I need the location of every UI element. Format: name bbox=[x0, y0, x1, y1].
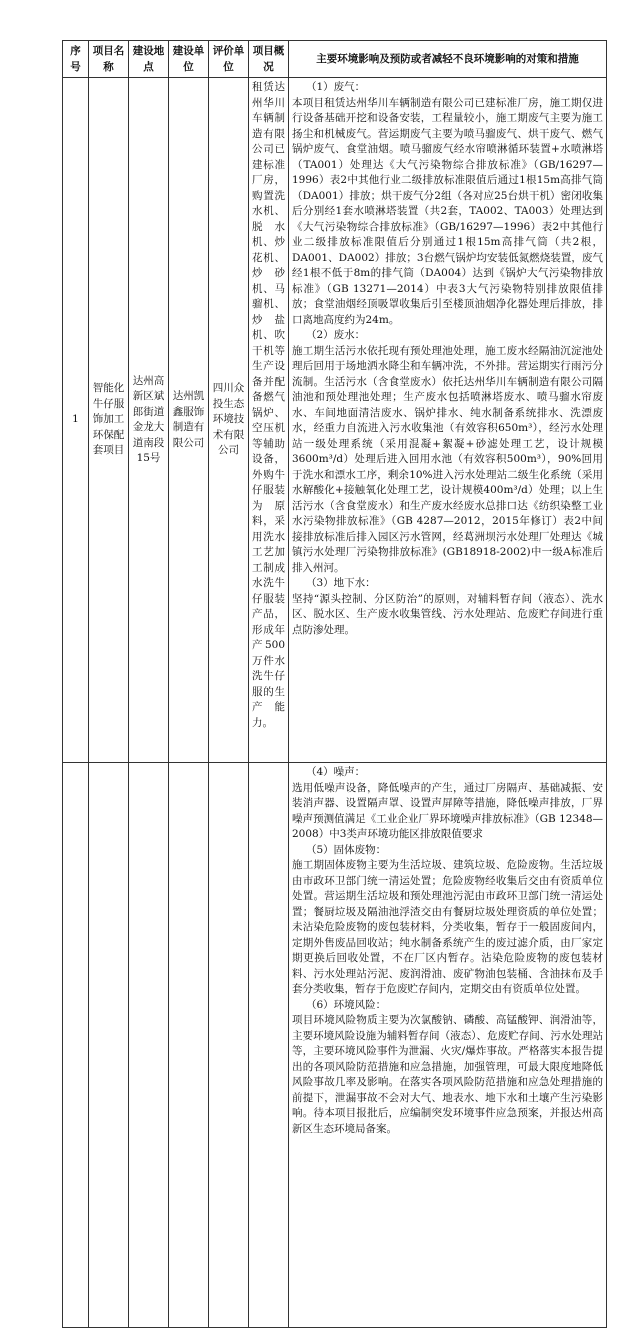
table-row bbox=[63, 78, 607, 763]
cell-empty bbox=[209, 763, 249, 1328]
header-measures: 主要环境影响及预防或者减轻不良环境影响的对策和措施 bbox=[289, 41, 607, 78]
cell-empty bbox=[63, 763, 89, 1328]
header-evaluator: 评价单位 bbox=[209, 41, 249, 78]
measure-text: 本项目租赁达州华川车辆制造有限公司已建标准厂房，施工期仅进行设备基础开挖和设备安装，工程量较小，施工期废气主要为施工扬尘和机械废气。营运期废气主要为喷马骝废气、烘干废气、燃气锅炉废气、食堂油烟。喷马骝废气经水帘喷淋循环装置+水喷淋塔（TA001）处理达《大气污染物综合排放标准》（GB/16297—1996）表2中其他行业二级排放标准限值后通过1根15m高排气筒（DA001）排放；烘干废气分2组（各对应25台烘干机）密闭收集后分别经1套水喷淋塔装置（共2套，TA002、TA003）处理达到《大气污染物综合排放标准》（GB/16297—1996）表2中其他行业二级排放标准限值后分别通过1根15m高排气筒（共2根，DA001、DA002）排放；3台燃气锅炉均安装低氮燃烧装置，废气经1根不低于8m的排气筒（DA004）达到《锅炉大气污染物排放标准》（GB 13271—2014）中表3大气污染物特别排放限值排放；食堂油烟经顶吸罩收集后引至楼顶油烟净化器处理后排放，排口离地高度约为24m。 bbox=[292, 96, 603, 326]
measure-heading: （4）噪声： bbox=[306, 766, 366, 778]
header-project-name: 项目名称 bbox=[89, 41, 129, 78]
cell-measures-part2 bbox=[289, 763, 607, 1328]
header-builder: 建设单位 bbox=[169, 41, 209, 78]
table-row bbox=[63, 763, 607, 1328]
cell-location: 达州高新区斌郎街道金龙大道南段15号 bbox=[129, 78, 169, 763]
measure-heading: （6）环境风险： bbox=[306, 998, 387, 1011]
cell-empty bbox=[169, 763, 209, 1328]
measure-text: 施工期生活污水依托现有预处理池处理，施工废水经隔油沉淀池处理后回用于场地洒水降尘和车辆冲洗，不外排。营运期实行雨污分流制。生活污水（含食堂废水）依托达州华川车辆制造有限公司隔油池和预处理池处理；生产废水包括喷淋塔废水、喷马骝水帘废水、车间地面清洁废水、锅炉排水、纯水制备系统排水、洗漂废水，经重力自流进入污水收集池（有效容积650m³），经污水处理站一级处理系统（采用混凝+絮凝+砂滤处理工艺，设计规模3600m³/d）处理后进入回用水池（有效容积500m³），90%回用于洗水和漂水工序，剩余10%进入污水处理站二级生化系统（采用水解酸化+接触氧化处理工艺，设计规模400m³/d）处理；以上生活污水（含食堂废水）和生产废水经废水总排口达《纺织染整工业水污染物排放标准》（GB 4287—2012，2015年修订）表2中间接排放标准后排入园区污水管网，经葛洲坝污水处理厂处理达《城镇污水处理厂污染物排放标准》(GB18918-2002)中一级A标准后排入州河。 bbox=[292, 344, 603, 574]
table-header-row bbox=[63, 41, 607, 78]
measure-heading: （2）废水： bbox=[306, 329, 366, 341]
header-seq: 序号 bbox=[63, 41, 89, 78]
measure-text: 选用低噪声设备，降低噪声的产生，通过厂房隔声、基础减振、安装消声器、设置隔声罩、设置声屏障等措施，降低噪声排放，厂界噪声预测值满足《工业企业厂界环境噪声排放标准》（GB 12348—2008）中3类声环境功能区排放限值要求 bbox=[292, 781, 603, 840]
environment-impact-table bbox=[62, 40, 607, 1328]
measure-text: 坚持“源头控制、分区防治”的原则，对辅料暂存间（液态）、洗水区、脱水区、生产废水收集管线、污水处理站、危废贮存间进行重点防渗处理。 bbox=[292, 592, 603, 636]
measures-list bbox=[292, 80, 603, 638]
cell-evaluator: 四川众投生态环境技术有限公司 bbox=[209, 78, 249, 763]
measure-text: 项目环境风险物质主要为次氯酸钠、磷酸、高锰酸钾、润滑油等，主要环境风险设施为辅料暂存间（液态）、危废贮存间、污水处理站等，主要环境风险事件为泄漏、火灾/爆炸事故。严格落实本报告提出的各项风险防范措施和应急措施，加强管理，可最大限度地降低风险事故几率及影响。在落实各项风险防范措施和应急处理措施的前提下，泄漏事故不会对大气、地表水、地下水和土壤产生污染影响。待本项目报批后，应编制突发环境事件应急预案，并报达州高新区生态环境局备案。 bbox=[292, 1014, 603, 1135]
measures-list bbox=[292, 765, 603, 1137]
cell-seq: 1 bbox=[63, 78, 89, 763]
measure-text: 施工期固体废物主要为生活垃圾、建筑垃圾、危险废物。生活垃圾由市政环卫部门统一清运处置；危险废物经收集后交由有资质单位处置。营运期生活垃圾和预处理池污泥由市政环卫部门统一清运处置；餐厨垃圾及隔油池浮渣交由有餐厨垃圾处理资质的单位处置；未沾染危险废物的废包装材料，分类收集，暂存于一般固废间内，定期外售废品回收站；纯水制备系统产生的废过滤介质，由厂家定期更换后回收处置，不在厂区内暂存。沾染危险废物的废包装材料、污水处理站污泥、废润滑油、废矿物油包装桶、含油抹布及手套分类收集，暂存于危废贮存间内，定期交由有资质单位处置。 bbox=[292, 859, 603, 995]
measure-heading: （3）地下水： bbox=[306, 577, 376, 589]
header-overview: 项目概况 bbox=[249, 41, 289, 78]
cell-builder: 达州凯鑫服饰制造有限公司 bbox=[169, 78, 209, 763]
cell-empty bbox=[129, 763, 169, 1328]
measure-heading: （5）固体废物： bbox=[306, 843, 387, 856]
cell-empty bbox=[89, 763, 129, 1328]
cell-project-name: 智能化牛仔服饰加工环保配套项目 bbox=[89, 78, 129, 763]
header-location: 建设地点 bbox=[129, 41, 169, 78]
cell-empty bbox=[249, 763, 289, 1328]
cell-overview: 租赁达州华川车辆制造有限公司已建标准厂房，购置洗水机、脱水机、炒花机、炒砂机、马骝机、炒盐机、吹干机等生产设备并配备燃气锅炉、空压机等辅助设备，外购牛仔服装为原料，采用洗水工艺加工制成水洗牛仔服装产品，形成年产500万件水洗牛仔服的生产能力。 bbox=[249, 78, 289, 763]
cell-measures-part1 bbox=[289, 78, 607, 763]
measure-heading: （1）废气： bbox=[306, 81, 366, 93]
